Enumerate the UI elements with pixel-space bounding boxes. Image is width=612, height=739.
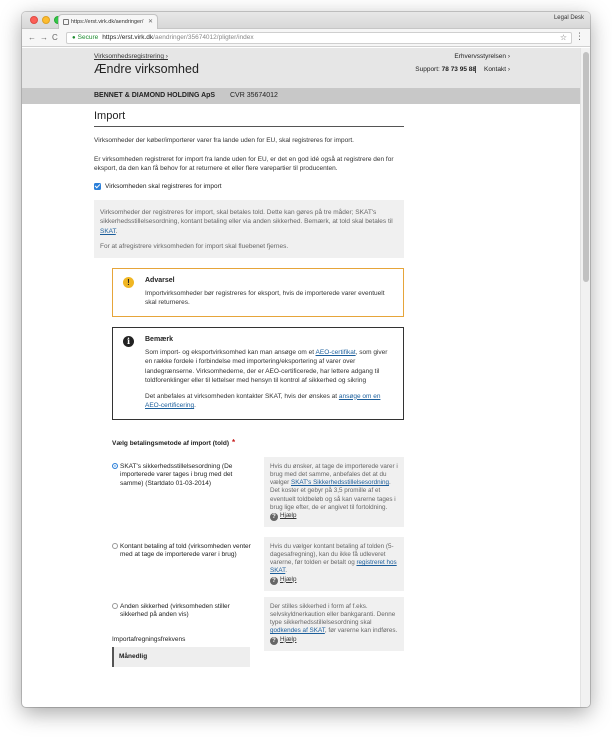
browser-toolbar [22, 29, 590, 47]
breadcrumb[interactable]: Virksomhedsregistrering › [94, 53, 168, 60]
intro-text: Virksomheder der køber/importerer varer fra lande uden for EU, skal registreres for import. [94, 137, 354, 144]
frequency-select[interactable]: Månedlig [112, 647, 250, 667]
payment-radio-skat[interactable] [112, 463, 118, 469]
site-header [22, 48, 580, 88]
payment-radio-anden[interactable] [112, 603, 118, 609]
frequency-label: Importafregningsfrekvens [112, 636, 186, 643]
back-arrow-icon[interactable]: ← [28, 33, 36, 42]
secure-label: Secure [77, 34, 99, 41]
export-note-text: Er virksomheden registreret for import fra lande uden for EU, er det en god idé også at registrere den for eksport, da den kan få behov for at returnere et eller flere varepartier til producenten. [94, 155, 394, 172]
import-checkbox-label[interactable]: Virksomheden skal registreres for import [105, 182, 222, 190]
payment-help-anden: Der stilles sikkerhed i form af f.eks. selvskyldnerkaution eller bankgaranti. Denne type sikkerhedsstillelsesordning skal godkendes af SKAT, før varerne kan indføres. ? Hjælp [264, 597, 404, 651]
web-page [22, 48, 580, 707]
payment-method-label: Vælg betalingsmetode af import (told) * [112, 437, 236, 447]
help-link[interactable]: Hjælp [280, 575, 297, 583]
required-marker: * [232, 437, 236, 447]
page-title: Ændre virksomhed [94, 62, 199, 76]
warning-alert [112, 268, 404, 317]
help-icon[interactable]: ? [270, 577, 278, 585]
page-scrollbar[interactable] [580, 48, 590, 707]
godkendes-skat-link[interactable]: godkendes af SKAT [270, 627, 325, 635]
help-icon[interactable]: ? [270, 637, 278, 645]
company-name: BENNET & DIAMOND HOLDING ApS [94, 92, 216, 99]
title-bar [22, 12, 590, 29]
url-host: https://erst.virk.dk [102, 34, 154, 41]
aeo-apply-link[interactable]: ansøge om en AEO-certificering [145, 392, 381, 409]
payment-option-label[interactable]: Anden sikkerhed (virksomheden stiller sikkerhed på anden vis) [120, 602, 230, 618]
bookmark-star-icon[interactable]: ☆ [559, 33, 567, 42]
registreret-skat-link[interactable]: registreret hos SKAT [270, 559, 397, 575]
kontakt-link[interactable]: Kontakt › [475, 66, 510, 73]
tab-close-icon[interactable]: ✕ [147, 19, 153, 25]
aeo-certifikat-link[interactable]: AEO-certifikat [315, 348, 356, 356]
lock-icon: ● [72, 35, 76, 41]
payment-radio-kontant[interactable] [112, 543, 118, 549]
page-favicon-icon [63, 19, 69, 25]
browser-window [22, 12, 590, 707]
payment-option-kontant[interactable] [112, 537, 404, 589]
tab-title: https://erst.virk.dk/aendringer/ [71, 19, 144, 25]
warning-icon: ! [123, 277, 134, 288]
unregister-text: For at afregistrere virksomheden for import skal fluebenet fjernes. [100, 243, 289, 250]
support-info [415, 66, 476, 73]
support-phone: 78 73 95 88 [441, 66, 476, 73]
note-alert [112, 327, 404, 420]
warning-title: Advarsel [145, 276, 175, 284]
skat-sikkerhed-link[interactable]: SKAT's Sikkerhedsstillelsesordning [291, 479, 390, 487]
payment-help-skat: Hvis du ønsker, at tage de importerede varer i brug med det samme, anbefales det at du vælger SKAT's Sikkerhedsstillelsesordning. Det koster et gebyr på 3,5 promille af et eventuelt toldbeløb og så kan varerne tages i brug lige efter, de er angivet til fortoldning. ? Hjælp [264, 457, 404, 528]
profile-label[interactable]: Legal Desk [553, 15, 584, 21]
import-checkbox-row[interactable] [94, 183, 404, 190]
url-path: /aendringer/35674012/pligter/index [153, 34, 254, 41]
info-icon: i [123, 336, 134, 347]
section-title: Import [94, 104, 404, 127]
warning-text: Importvirksomheder bør registreres for eksport, hvis de importerede varer eventuelt skal returneres. [145, 289, 385, 306]
close-window-button[interactable] [30, 16, 38, 24]
help-icon[interactable]: ? [270, 513, 278, 521]
payment-option-label[interactable]: Kontant betaling af told (virksomheden venter med at tage de importerede varer i brug) [120, 542, 251, 558]
info-box [94, 200, 404, 258]
help-link[interactable]: Hjælp [280, 635, 297, 643]
info-text: Virksomheder der registreres for import, skal betales told. Dette kan gøres på tre måder; SKAT's sikkerhedsstillelsesordning, kontant betaling eller via anden sikkerhed. Bemærk, at told skal betales til SKAT. [100, 208, 393, 235]
company-cvr: CVR 35674012 [230, 92, 278, 99]
scrollbar-thumb[interactable] [583, 52, 589, 282]
help-link[interactable]: Hjælp [280, 512, 297, 520]
browser-tab[interactable] [58, 14, 158, 29]
note-text: Som import- og eksportvirksomhed kan man ansøge om et AEO-certifikat, som giver en række fordele i forbindelse med importering/eksportering af varer over landegrænserne. Virksomhederne, der er AEO-certificerede, har lettere adgang til toldforenklinger eller til lettelser med hensyn til kontrol af sikkerhed og sikring [145, 348, 388, 384]
erhvervsstyrelsen-link[interactable]: Erhvervsstyrelsen › [454, 53, 510, 60]
address-bar[interactable] [66, 32, 572, 44]
minimize-window-button[interactable] [42, 16, 50, 24]
payment-help-kontant: Hvis du vælger kontant betaling af tolden (5-dagesafregning), kan du ikke få udleveret varerne, før tolden er betalt og registreret hos SKAT. ? Hjælp [264, 537, 404, 591]
forward-arrow-icon[interactable]: → [40, 33, 48, 42]
company-bar [22, 88, 580, 104]
import-section [94, 104, 404, 649]
support-label: Support: [415, 66, 440, 73]
reload-icon[interactable]: C [52, 33, 58, 42]
skat-link[interactable]: SKAT [100, 227, 116, 235]
payment-option-skat[interactable] [112, 457, 404, 521]
note-recommendation-text: Det anbefales at virksomheden kontakter SKAT, hvis der ønskes at ansøge om en AEO-certificering. [145, 392, 381, 409]
payment-option-label[interactable]: SKAT's sikkerhedsstillelsesordning (De importerede varer tages i brug med det samme) (Startdato 01-03-2014) [120, 462, 233, 487]
note-title: Bemærk [145, 335, 174, 343]
browser-menu-icon[interactable]: ⋮ [575, 31, 584, 41]
import-checkbox[interactable] [94, 183, 101, 190]
